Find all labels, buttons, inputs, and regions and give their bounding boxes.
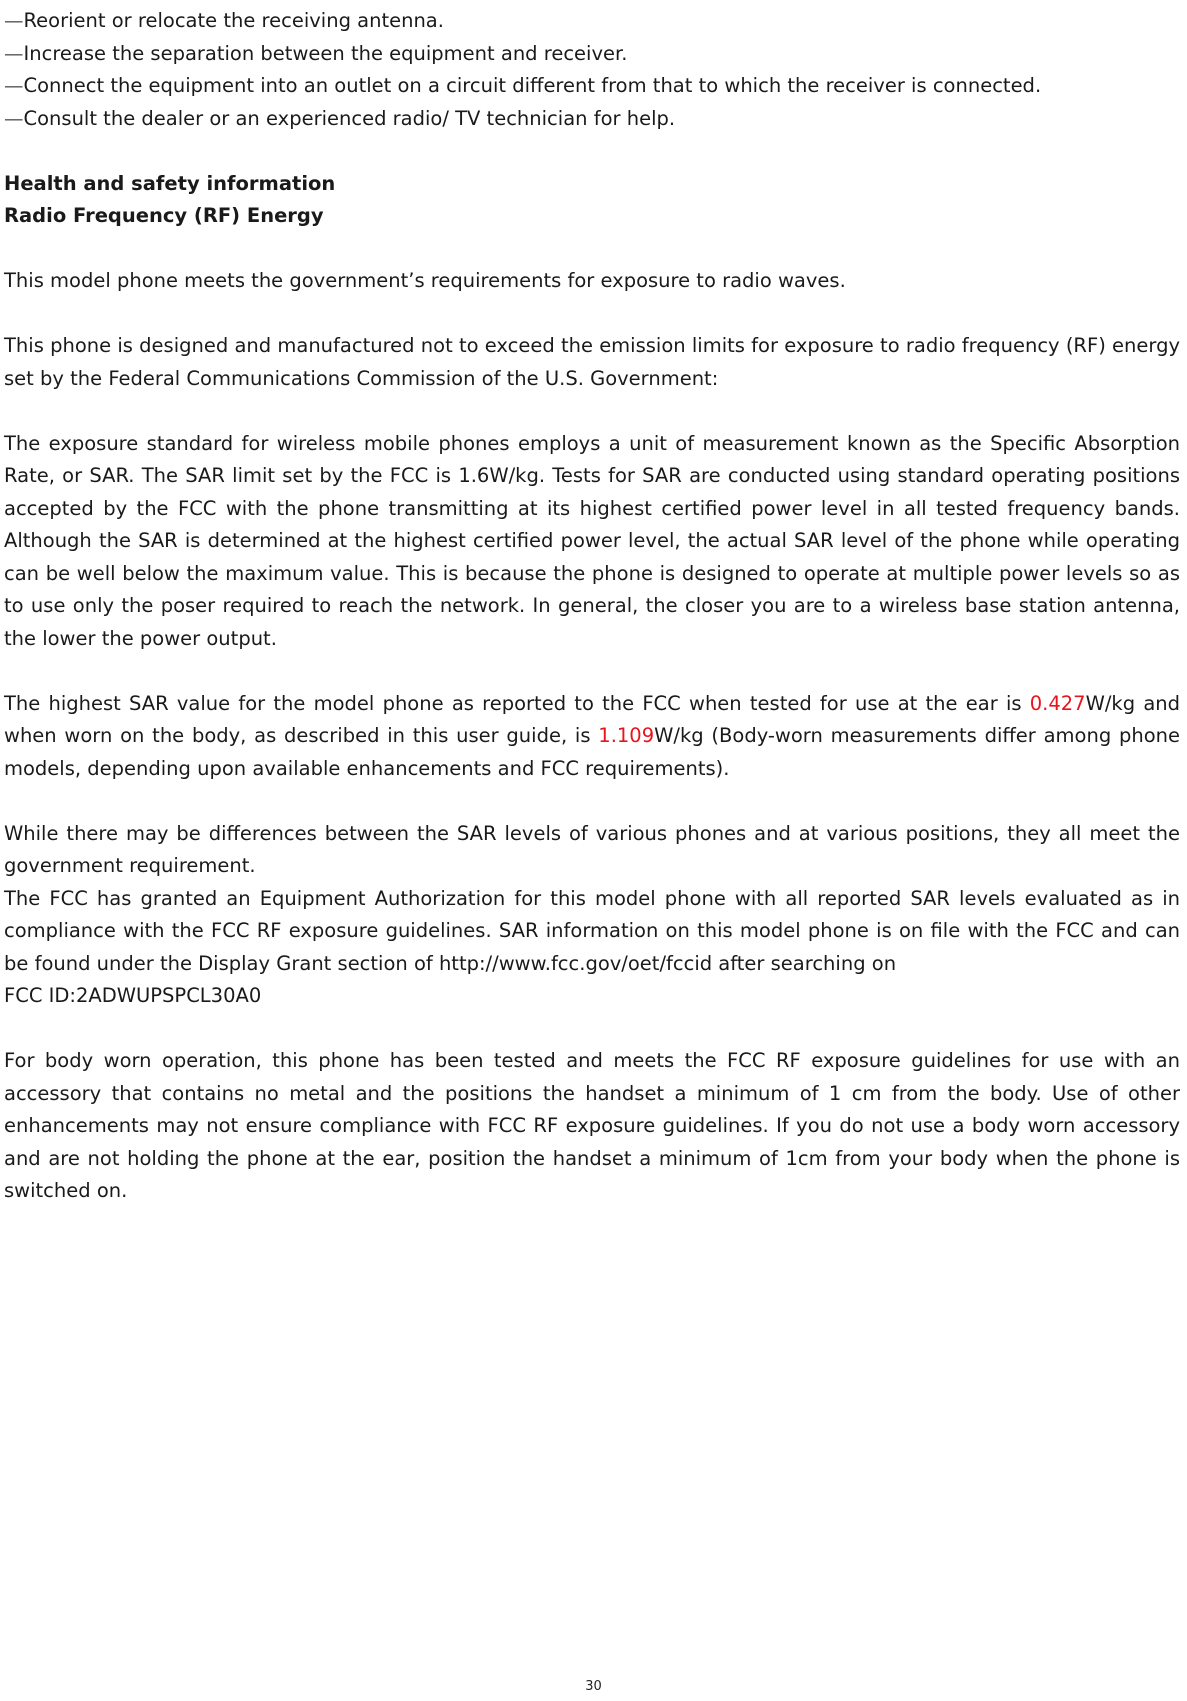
equipment-authorization-paragraph: The FCC has granted an Equipment Authorization for this model phone with all reported SAR levels evaluated as in compliance with the FCC RF exposure guidelines. SAR information on this model phone is on file with the FCC and can be found under the Display Grant section of http://www.fcc.gov/oet/fccid after searching on (4, 886, 1180, 975)
dash-bullet: — (4, 106, 24, 130)
page-number: 30 (585, 1679, 602, 1694)
list-item (4, 5, 1180, 38)
government-requirements-paragraph: This model phone meets the government’s requirements for exposure to radio waves. (4, 269, 846, 292)
dash-bullet: — (4, 9, 24, 32)
highest-sar-text-part2: W/kg and when worn on the body, as described in this user guide, is (4, 691, 1181, 747)
health-safety-heading: Health and safety information (4, 171, 336, 195)
list-item (4, 38, 1180, 71)
sar-body-value: 1.109 (598, 724, 655, 747)
highest-sar-paragraph (4, 688, 1180, 786)
spacer (4, 135, 1180, 168)
highest-sar-text-part1: The highest SAR value for the model phone as reported to the FCC when tested for use at the ear is (4, 691, 1030, 715)
spacer (4, 655, 1180, 688)
sar-standard-paragraph: The exposure standard for wireless mobile phones employs a unit of measurement known as the Specific Absorption Rate, or SAR. The SAR limit set by the FCC is 1.6W/kg. Tests for SAR are conducted using standard operating positions accepted by the FCC with the phone transmitting at its highest certified power level in all tested frequency bands. Although the SAR is determined at the highest certified power level, the actual SAR level of the phone while operating can be well below the maximum value. This is because the phone is designed to operate at multiple power levels so as to use only the poser required to reach the network. In general, the closer you are to a wireless base station antenna, the lower the power output. (4, 431, 1180, 650)
spacer (4, 298, 1180, 331)
list-item (4, 70, 1180, 103)
emission-limits-paragraph: This phone is designed and manufactured not to exceed the emission limits for exposure to radio frequency (RF) energy set by the Federal Communications Commission of the U.S. Government: (4, 334, 1180, 390)
list-item (4, 103, 1180, 136)
sar-differences-paragraph: While there may be differences between the SAR levels of various phones and at various positions, they all meet the government requirement. (4, 821, 1180, 877)
fcc-id: FCC ID:2ADWUPSPCL30A0 (4, 984, 262, 1007)
document-page (4, 5, 1180, 1208)
spacer (4, 1013, 1180, 1046)
spacer (4, 395, 1180, 428)
list-item-text: Increase the separation between the equipment and receiver. (23, 41, 628, 65)
list-item-text: Reorient or relocate the receiving antenna. (23, 9, 444, 32)
body-worn-operation-paragraph: For body worn operation, this phone has been tested and meets the FCC RF exposure guidelines for use with an accessory that contains no metal and the positions the handset a minimum of 1 cm from the body. Use of other enhancements may not ensure compliance with FCC RF exposure guidelines. If you do not use a body worn accessory and are not holding the phone at the ear, position the handset a minimum of 1cm from your body when the phone is switched on. (4, 1049, 1180, 1202)
list-item-text: Connect the equipment into an outlet on a circuit different from that to which the receiver is connected. (23, 74, 1042, 97)
dash-bullet: — (4, 74, 24, 97)
highest-sar-text-part3: W/kg (Body-worn measurements differ among phone models, depending upon available enhancements and FCC requirements). (4, 724, 1180, 780)
rf-energy-heading: Radio Frequency (RF) Energy (4, 204, 324, 227)
list-item-text: Consult the dealer or an experienced radio/ TV technician for help. (23, 106, 676, 130)
interference-suggestion-list (4, 5, 1180, 135)
dash-bullet: — (4, 41, 24, 65)
spacer (4, 785, 1180, 818)
sar-ear-value: 0.427 (1029, 691, 1086, 715)
spacer (4, 233, 1180, 266)
